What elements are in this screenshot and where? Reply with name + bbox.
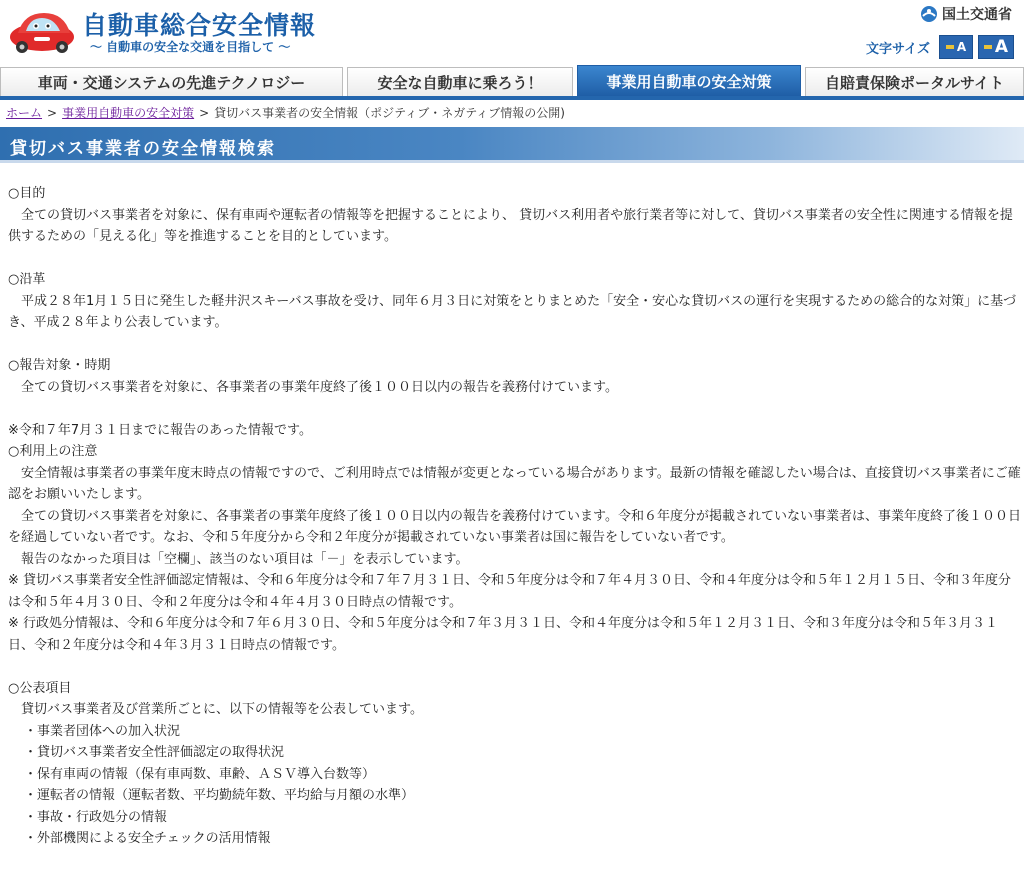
breadcrumb-section-link[interactable]: 事業用自動車の安全対策 bbox=[62, 106, 195, 120]
site-subtitle: ～ 自動車の安全な交通を目指して ～ bbox=[90, 40, 291, 54]
breadcrumb-separator: > bbox=[47, 106, 58, 120]
spacer bbox=[8, 398, 1024, 420]
font-size-bar-icon bbox=[984, 45, 992, 49]
usage-note-2: ※ 行政処分情報は、令和６年度分は令和７年６月３０日、令和５年度分は令和７年３月３１日、令和４年度分は令和５年１２月３１日、令和３年度分は令和５年３月３１日、令和２年度分は令和４年３月３１日時点の情報です。 bbox=[8, 616, 999, 653]
spacer bbox=[8, 334, 1024, 356]
report-heading: ○報告対象・時期 bbox=[8, 358, 111, 373]
breadcrumb-home-link[interactable]: ホーム bbox=[6, 106, 43, 120]
purpose-text: 全ての貸切バス事業者を対象に、保有車両や運転者の情報等を把握することにより、 貸切バス利用者や旅行業者等に対して、貸切バス事業者の安全性に関連する情報を提供するための「見える化」等を推進することを目的としています。 bbox=[8, 207, 1013, 244]
report-text: 全ての貸切バス事業者を対象に、各事業者の事業年度終了後１００日以内の報告を義務付けています。 bbox=[21, 379, 618, 395]
breadcrumb bbox=[6, 104, 565, 121]
purpose-heading: ○目的 bbox=[8, 186, 46, 201]
breadcrumb-current: 貸切バス事業者の安全情報（ポジティブ・ネガティブ情報の公開) bbox=[214, 106, 565, 120]
list-item: ・外部機関による安全チェックの活用情報 bbox=[24, 831, 271, 846]
list-item: ・事業者団体への加入状況 bbox=[24, 723, 181, 739]
history-text: 平成２８年1月１５日に発生した軽井沢スキーバス事故を受け、同年６月３日に対策をとりまとめた「安全・安心な貸切バスの運行を実現するための総合的な対策」に基づき、平成２８年より公表しています。 bbox=[8, 293, 1017, 330]
ministry-name: 国土交通省 bbox=[942, 7, 1012, 23]
list-item: ・貸切バス事業者安全性評価認定の取得状況 bbox=[24, 745, 285, 760]
font-size-bar-icon bbox=[946, 45, 954, 49]
public-intro: 貸切バス事業者及び営業所ごとに、以下の情報等を公表しています。 bbox=[21, 702, 423, 717]
breadcrumb-separator: > bbox=[199, 106, 210, 120]
tab-insurance-portal[interactable]: 自賠責保険ポータルサイト bbox=[805, 67, 1024, 97]
usage-text-3: 報告のなかった項目は「空欄」、該当のない項目は「－」を表示しています。 bbox=[21, 551, 469, 567]
font-size-normal-button[interactable] bbox=[939, 35, 973, 59]
list-item: ・運転者の情報（運転者数、平均勤続年数、平均給与月額の水準） bbox=[24, 788, 415, 803]
usage-text-2: 全ての貸切バス事業者を対象に、各事業者の事業年度終了後１００日以内の報告を義務付けています。令和６年度分が掲載されていない事業者は、事業年度終了後１００日を経過していない者です。なお、令和５年度分から令和２年度分が掲載されていない事業者は国に報告をしていない者です。 bbox=[8, 508, 1021, 545]
global-nav bbox=[0, 65, 1024, 97]
font-size-switcher bbox=[866, 35, 1014, 59]
car-logo-icon[interactable] bbox=[8, 7, 76, 55]
page-title: 貸切バス事業者の安全情報検索 bbox=[10, 139, 276, 159]
usage-text-1: 安全情報は事業者の事業年度末時点の情報ですので、ご利用時点では情報が変更となっている場合があります。最新の情報を確認したい場合は、直接貸切バス事業者にご確認をお願いいたします。 bbox=[8, 465, 1021, 502]
history-heading: ○沿革 bbox=[8, 272, 46, 287]
spacer bbox=[8, 248, 1024, 270]
usage-note-1: ※ 貸切バス事業者安全性評価認定情報は、令和６年度分は令和７年７月３１日、令和５年度分は令和７年４月３０日、令和４年度分は令和５年１２月１５日、令和３年度分は令和５年４月３０日、令和２年度分は令和４年４月３０日時点の情報です。 bbox=[8, 573, 1012, 610]
main-content bbox=[0, 183, 1024, 850]
list-item: ・事故・行政処分の情報 bbox=[24, 809, 168, 825]
font-size-large-label: A bbox=[994, 37, 1009, 57]
ministry-logo[interactable] bbox=[920, 4, 1012, 24]
public-heading: ○公表項目 bbox=[8, 680, 72, 696]
usage-heading: ○利用上の注意 bbox=[8, 444, 98, 459]
as-of-note: ※令和７年7月３１日までに報告のあった情報です。 bbox=[8, 422, 312, 438]
spacer bbox=[8, 656, 1024, 678]
tab-commercial-safety[interactable]: 事業用自動車の安全対策 bbox=[577, 65, 801, 97]
font-size-normal-label: A bbox=[956, 40, 967, 54]
font-size-label: 文字サイズ bbox=[866, 41, 930, 57]
list-item: ・保有車両の情報（保有車両数、車齢、ＡＳＶ導入台数等） bbox=[24, 766, 376, 782]
mlit-mark-icon bbox=[920, 5, 938, 23]
font-size-large-button[interactable] bbox=[978, 35, 1014, 59]
nav-underline bbox=[0, 96, 1024, 100]
tab-safe-cars[interactable]: 安全な自動車に乗ろう！ bbox=[347, 67, 573, 97]
site-header bbox=[0, 0, 1024, 64]
site-title[interactable]: 自動車総合安全情報 bbox=[82, 11, 317, 40]
page-heading-bar bbox=[0, 127, 1024, 163]
tab-advanced-technology[interactable]: 車両・交通システムの先進テクノロジー bbox=[0, 67, 343, 97]
